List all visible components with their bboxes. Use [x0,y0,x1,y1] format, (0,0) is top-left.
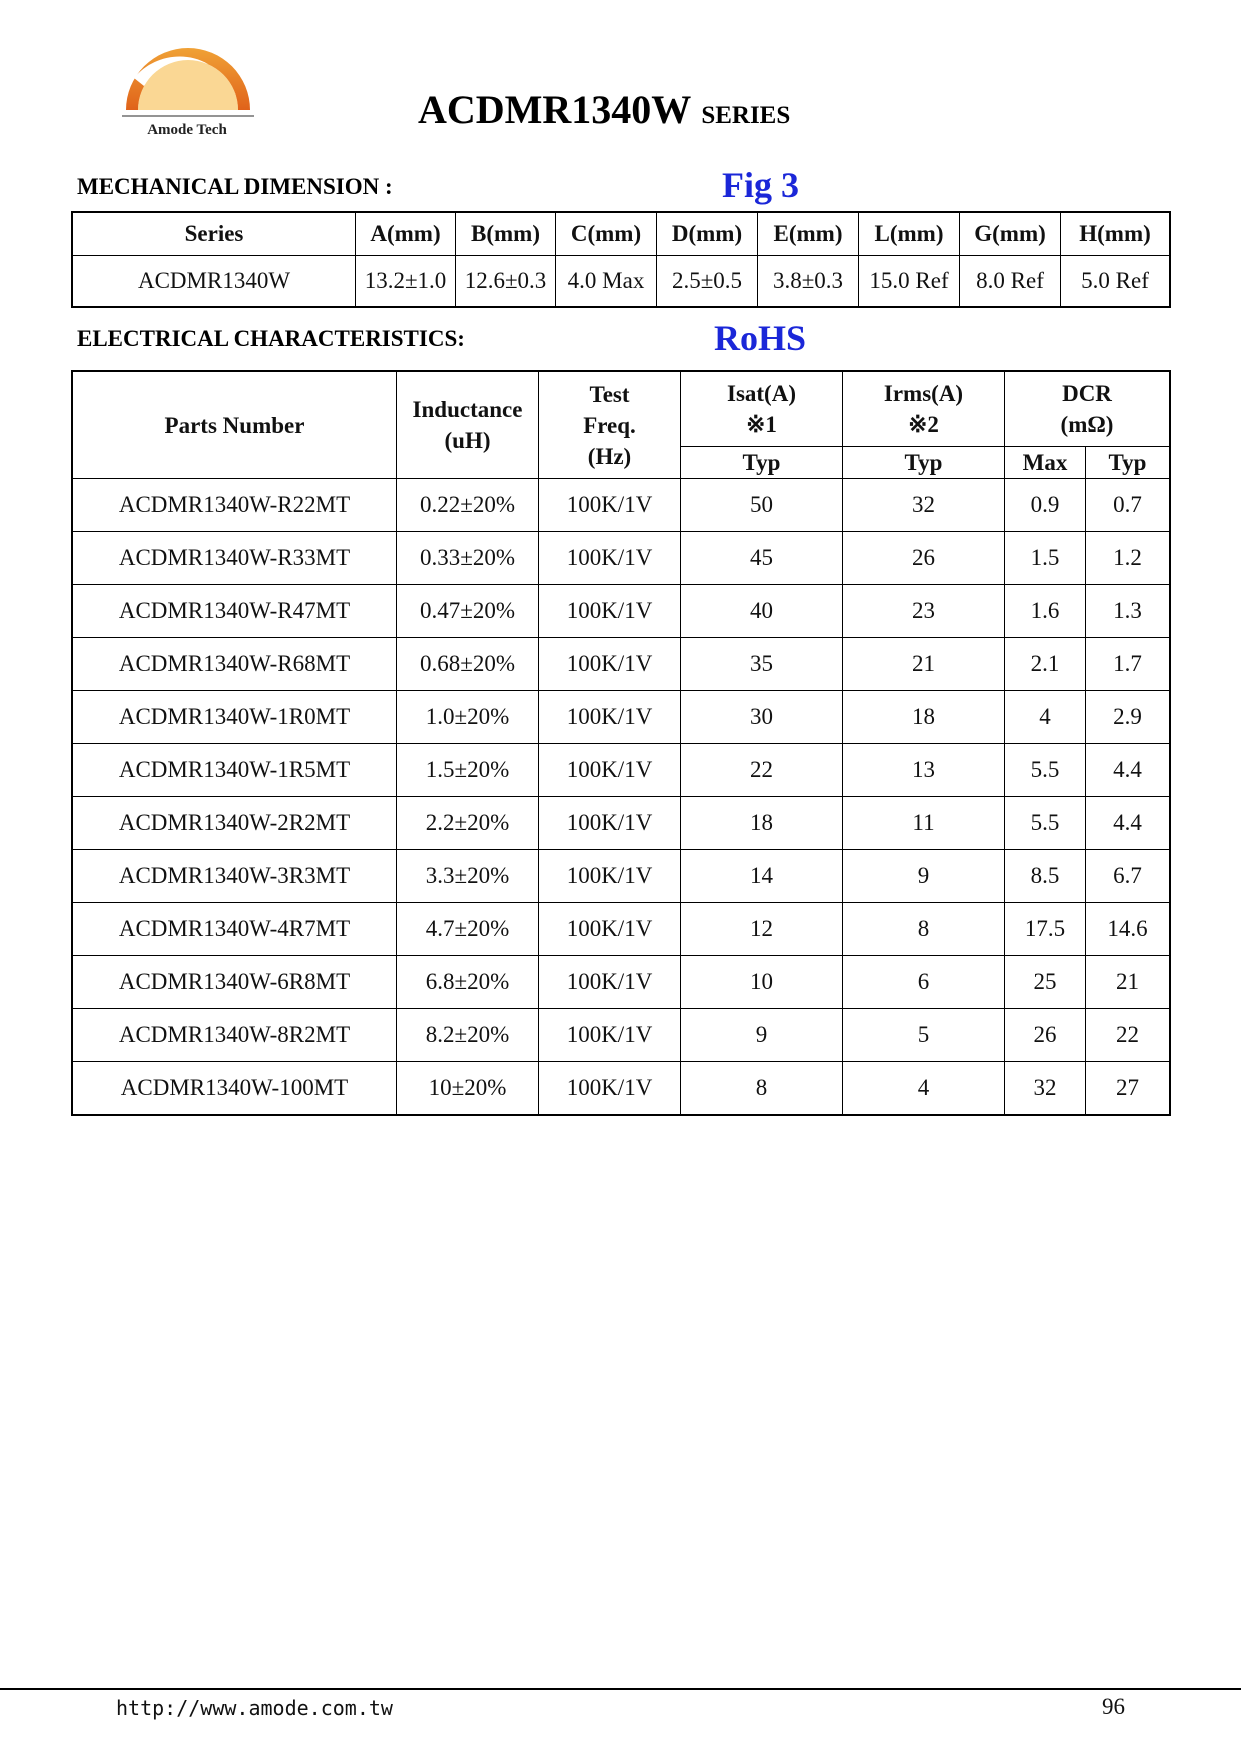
cell: 1.5 [1005,532,1086,585]
cell: 3.3±20% [397,850,539,903]
cell: 2.5±0.5 [657,256,758,307]
cell: 22 [681,744,843,797]
header-isat [681,372,843,447]
cell: 100K/1V [539,850,681,903]
table-header-row [73,213,1170,256]
cell: 100K/1V [539,691,681,744]
footer-divider [0,1688,1241,1690]
cell: 6.8±20% [397,956,539,1009]
cell: 13.2±1.0 [356,256,456,307]
header-cell: E(mm) [758,213,859,256]
header-cell: H(mm) [1061,213,1170,256]
table-row [73,1009,1170,1062]
part-number-cell: ACDMR1340W-R47MT [73,585,397,638]
part-number-cell: ACDMR1340W-100MT [73,1062,397,1115]
cell: 13 [843,744,1005,797]
cell: 4.4 [1086,797,1170,850]
rohs-tag: RoHS [714,318,807,358]
cell: 1.2 [1086,532,1170,585]
cell: 32 [1005,1062,1086,1115]
cell: 6.7 [1086,850,1170,903]
cell: 1.7 [1086,638,1170,691]
cell: 4.4 [1086,744,1170,797]
company-logo [118,38,258,148]
part-number-cell: ACDMR1340W-4R7MT [73,903,397,956]
cell: 14 [681,850,843,903]
cell: 100K/1V [539,744,681,797]
header-parts-number: Parts Number [73,372,397,479]
cell: 18 [843,691,1005,744]
part-number-cell: ACDMR1340W-2R2MT [73,797,397,850]
cell: 0.22±20% [397,479,539,532]
header-dcr-max: Max [1005,446,1086,478]
cell: 100K/1V [539,903,681,956]
header-cell: Series [73,213,356,256]
header-cell: B(mm) [456,213,556,256]
header-dcr-typ: Typ [1086,446,1170,478]
cell: 0.47±20% [397,585,539,638]
cell: 10 [681,956,843,1009]
cell: 14.6 [1086,903,1170,956]
part-number-cell: ACDMR1340W-6R8MT [73,956,397,1009]
header-line: Isat(A) [727,380,796,406]
header-line: Irms(A) [883,380,964,406]
cell: 26 [1005,1009,1086,1062]
header-irms-typ: Typ [843,446,1005,478]
cell: 1.3 [1086,585,1170,638]
header-test-freq [539,372,681,479]
table-row [73,691,1170,744]
header-cell: C(mm) [556,213,657,256]
header-line: (mΩ) [1060,411,1114,437]
cell: 4.7±20% [397,903,539,956]
cell: ACDMR1340W [73,256,356,307]
header-line: Freq. [583,412,636,438]
cell: 50 [681,479,843,532]
footer-url: http://www.amode.com.tw [116,1696,393,1720]
cell: 0.68±20% [397,638,539,691]
cell: 12 [681,903,843,956]
cell: 18 [681,797,843,850]
mechanical-dimension-label: MECHANICAL DIMENSION : [77,174,393,199]
cell: 10±20% [397,1062,539,1115]
table-row [73,532,1170,585]
cell: 100K/1V [539,638,681,691]
header-cell: D(mm) [657,213,758,256]
cell: 8 [843,903,1005,956]
series-suffix: SERIES [701,102,791,129]
cell: 100K/1V [539,1009,681,1062]
cell: 1.0±20% [397,691,539,744]
header-line: Test [589,381,630,407]
header-dcr [1005,372,1170,447]
header-inductance [397,372,539,479]
cell: 8.5 [1005,850,1086,903]
cell: 11 [843,797,1005,850]
cell: 21 [843,638,1005,691]
table-row [73,744,1170,797]
company-name: Amode Tech [147,122,227,138]
cell: 100K/1V [539,797,681,850]
fig-tag: Fig 3 [722,165,799,205]
table-row [73,256,1170,307]
part-number-cell: ACDMR1340W-R68MT [73,638,397,691]
header-isat-typ: Typ [681,446,843,478]
cell: 25 [1005,956,1086,1009]
table-row [73,638,1170,691]
part-number-cell: ACDMR1340W-1R0MT [73,691,397,744]
part-number-cell: ACDMR1340W-R22MT [73,479,397,532]
page-number: 96 [1102,1694,1125,1719]
header-line: DCR [1062,380,1112,406]
cell: 100K/1V [539,956,681,1009]
cell: 17.5 [1005,903,1086,956]
cell: 26 [843,532,1005,585]
part-number-cell: ACDMR1340W-8R2MT [73,1009,397,1062]
table-row [73,956,1170,1009]
cell: 0.9 [1005,479,1086,532]
header-line: (Hz) [587,443,632,469]
cell: 0.7 [1086,479,1170,532]
table-row [73,585,1170,638]
header-cell: L(mm) [859,213,960,256]
cell: 5.5 [1005,744,1086,797]
cell: 1.6 [1005,585,1086,638]
electrical-characteristics-label: ELECTRICAL CHARACTERISTICS: [77,326,465,351]
cell: 15.0 Ref [859,256,960,307]
cell: 22 [1086,1009,1170,1062]
header-line: Inductance [412,397,523,422]
cell: 4 [1005,691,1086,744]
cell: 100K/1V [539,1062,681,1115]
cell: 5.5 [1005,797,1086,850]
cell: 6 [843,956,1005,1009]
header-irms [843,372,1005,447]
cell: 8.2±20% [397,1009,539,1062]
cell: 2.1 [1005,638,1086,691]
cell: 21 [1086,956,1170,1009]
part-number-cell: ACDMR1340W-R33MT [73,532,397,585]
table-row [73,479,1170,532]
table-header-row [73,372,1170,447]
series-name: ACDMR1340W [418,87,692,132]
header-line: ※1 [746,411,777,437]
header-line: ※2 [908,411,939,437]
cell: 27 [1086,1062,1170,1115]
cell: 35 [681,638,843,691]
part-number-cell: ACDMR1340W-3R3MT [73,850,397,903]
cell: 23 [843,585,1005,638]
mechanical-dimension-table [72,212,1170,307]
page-title [418,86,790,133]
cell: 12.6±0.3 [456,256,556,307]
electrical-table-body [73,479,1170,1115]
cell: 100K/1V [539,479,681,532]
cell: 3.8±0.3 [758,256,859,307]
cell: 40 [681,585,843,638]
header-line: (uH) [444,428,491,453]
cell: 0.33±20% [397,532,539,585]
cell: 2.2±20% [397,797,539,850]
part-number-cell: ACDMR1340W-1R5MT [73,744,397,797]
header-cell: G(mm) [960,213,1061,256]
cell: 4.0 Max [556,256,657,307]
cell: 45 [681,532,843,585]
cell: 100K/1V [539,585,681,638]
cell: 9 [681,1009,843,1062]
table-row [73,850,1170,903]
cell: 5 [843,1009,1005,1062]
cell: 9 [843,850,1005,903]
electrical-characteristics-table [72,371,1170,1115]
cell: 1.5±20% [397,744,539,797]
cell: 100K/1V [539,532,681,585]
sunrise-logo-icon [118,38,258,128]
cell: 2.9 [1086,691,1170,744]
header-cell: A(mm) [356,213,456,256]
cell: 30 [681,691,843,744]
table-row [73,797,1170,850]
cell: 4 [843,1062,1005,1115]
cell: 5.0 Ref [1061,256,1170,307]
cell: 8 [681,1062,843,1115]
table-row [73,903,1170,956]
cell: 32 [843,479,1005,532]
table-row [73,1062,1170,1115]
cell: 8.0 Ref [960,256,1061,307]
